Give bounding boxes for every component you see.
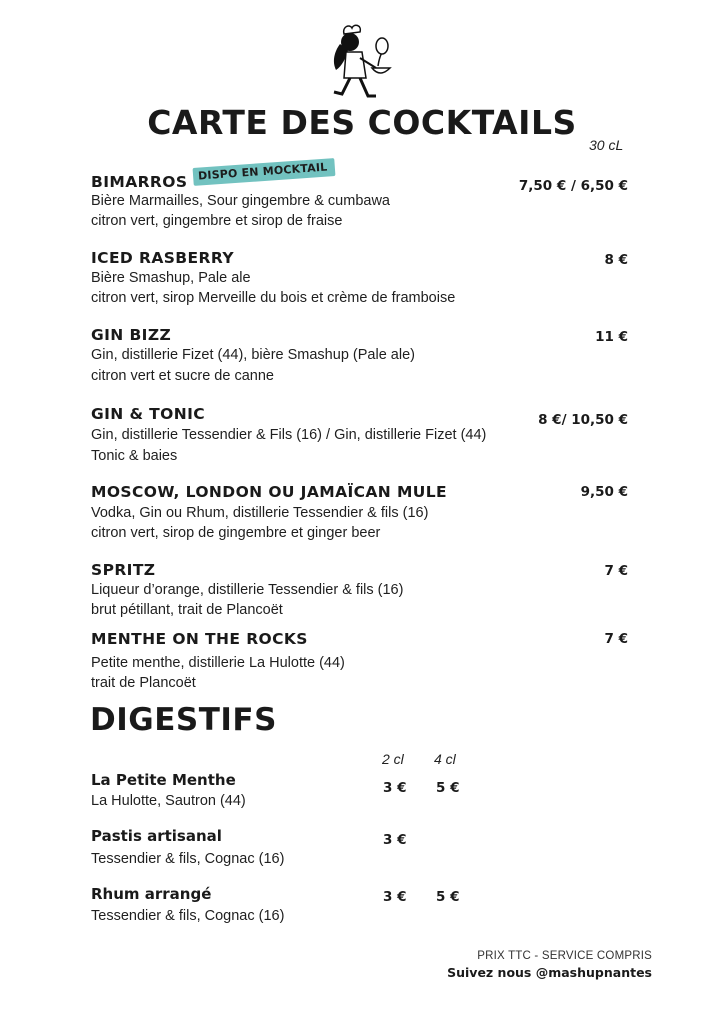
cocktail-description: citron vert, sirop de gingembre et ginger beer [91,525,381,541]
cocktail-name: MOSCOW, LONDON OU JAMAÏCAN MULE [91,483,448,501]
column-header-4cl: 4 cl [434,751,456,767]
digestif-origin: Tessendier & fils, Cognac (16) [91,851,285,867]
cocktail-description: Liqueur d’orange, distillerie Tessendier & fils (16) [91,582,404,598]
digestif-origin: La Hulotte, Sautron (44) [91,793,246,809]
digestif-name: Pastis artisanal [91,827,222,845]
cocktail-name: MENTHE ON THE ROCKS [91,630,308,648]
cocktail-description: citron vert, sirop Merveille du bois et crème de framboise [91,290,456,306]
footer-social: Suivez nous @mashupnantes [447,965,652,980]
footer-note: PRIX TTC - SERVICE COMPRIS [477,950,652,962]
cocktail-description: Bière Marmailles, Sour gingembre & cumbawa [91,193,390,209]
cocktail-price: 8 € [604,252,628,268]
mocktail-badge: DISPO EN MOCKTAIL [193,158,335,186]
cocktail-name: BIMARROS [91,173,188,191]
cocktail-description: brut pétillant, trait de Plancoët [91,602,283,618]
cocktail-name: GIN BIZZ [91,326,172,344]
cocktail-description: Tonic & baies [91,448,178,464]
cocktail-description: Gin, distillerie Fizet (44), bière Smashup (Pale ale) [91,347,415,363]
cocktail-price: 8 €/ 10,50 € [538,412,628,428]
digestif-price-2cl: 3 € [383,832,407,848]
chef-illustration [328,22,398,106]
digestif-name: La Petite Menthe [91,771,236,789]
digestif-price-2cl: 3 € [383,780,407,796]
cocktail-price: 11 € [595,329,628,345]
digestifs-title: DIGESTIFS [90,702,277,738]
cocktail-price: 7 € [604,631,628,647]
digestif-price-2cl: 3 € [383,889,407,905]
cocktail-description: Gin, distillerie Tessendier & Fils (16) / Gin, distillerie Fizet (44) [91,427,487,443]
column-header-2cl: 2 cl [382,751,404,767]
cocktail-price: 7,50 € / 6,50 € [518,178,628,194]
page-title: CARTE DES COCKTAILS [147,103,577,142]
cocktail-description: Bière Smashup, Pale ale [91,270,251,286]
digestif-price-4cl: 5 € [436,780,460,796]
volume-label: 30 cL [589,137,624,153]
cocktail-description: Vodka, Gin ou Rhum, distillerie Tessendier & fils (16) [91,505,429,521]
digestif-price-4cl: 5 € [436,889,460,905]
digestif-origin: Tessendier & fils, Cognac (16) [91,908,285,924]
cocktail-name: GIN & TONIC [91,405,206,423]
cocktail-description: trait de Plancoët [91,675,196,691]
cocktail-description: citron vert, gingembre et sirop de fraise [91,213,343,229]
cocktail-name: ICED RASBERRY [91,249,234,267]
cocktail-price: 9,50 € [580,484,628,500]
cocktail-description: Petite menthe, distillerie La Hulotte (44) [91,655,345,671]
cocktail-price: 7 € [604,563,628,579]
cocktail-description: citron vert et sucre de canne [91,368,274,384]
cocktail-name: SPRITZ [91,561,156,579]
digestif-name: Rhum arrangé [91,885,212,903]
